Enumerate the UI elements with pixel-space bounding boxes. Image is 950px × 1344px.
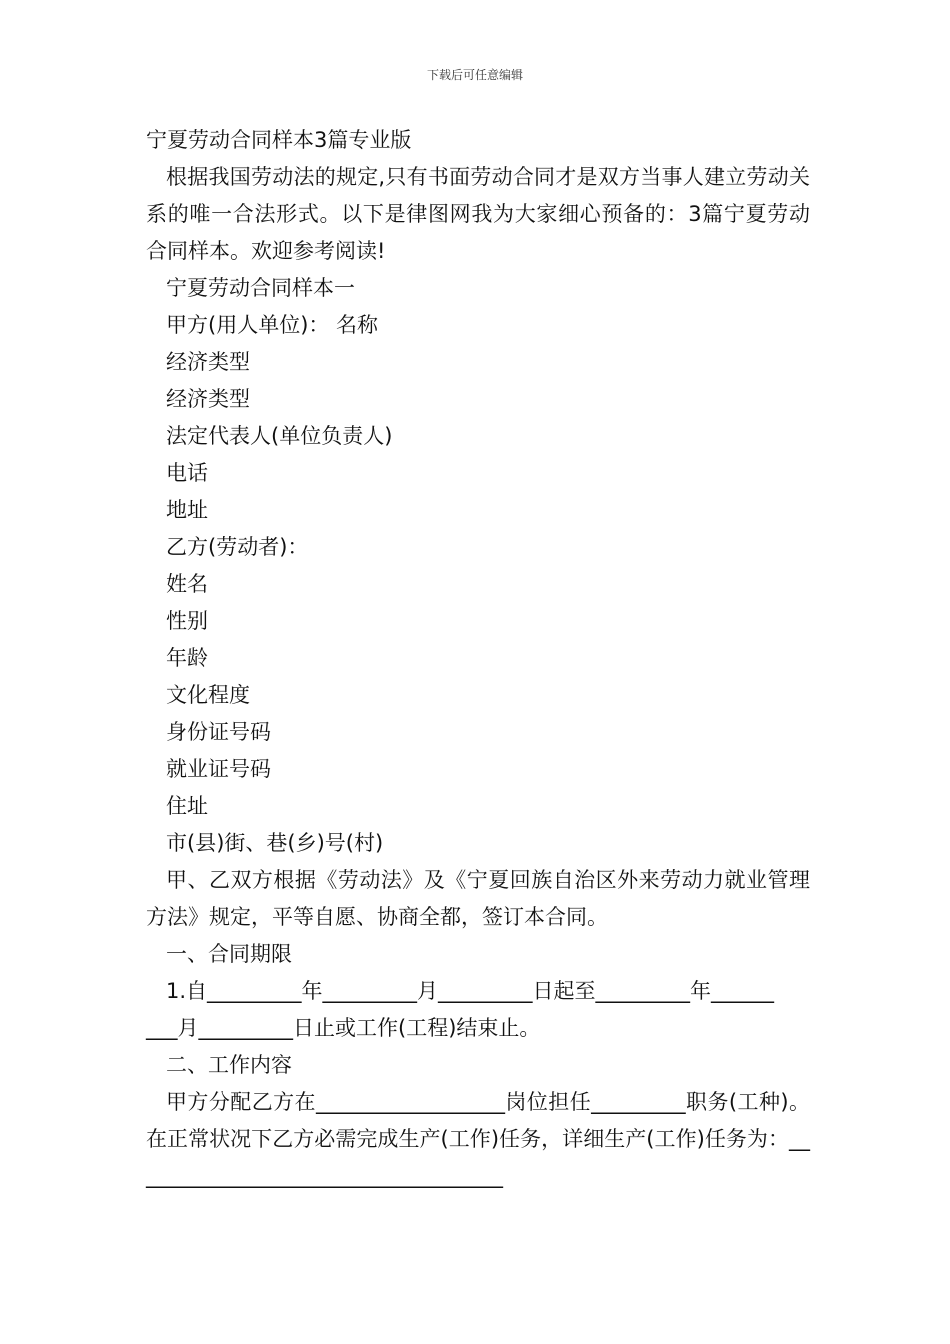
field-age: 年龄 xyxy=(166,646,208,670)
field-residence: 住址 xyxy=(166,794,208,818)
term-line-2: ___月_________日止或工作(工程)结束止。 xyxy=(146,1016,541,1040)
section-title: 宁夏劳动合同样本一 xyxy=(166,276,355,300)
party-b-label: 乙方(劳动者)： xyxy=(166,535,309,559)
intro-paragraph: 根据我国劳动法的规定,只有书面劳动合同才是双方当事人建立劳动关系的唯一合法形式。以下是律图网我为大家细心预备的：3篇宁夏劳动合同样本。欢迎参考阅读! xyxy=(146,165,810,263)
field-education: 文化程度 xyxy=(166,683,250,707)
field-economic-type-repeat: 经济类型 xyxy=(166,387,250,411)
document-body xyxy=(146,122,810,1195)
party-a-label: 甲方(用人单位)： 名称 xyxy=(166,313,379,337)
section-2-title: 二、工作内容 xyxy=(166,1053,292,1077)
document-title: 宁夏劳动合同样本3篇专业版 xyxy=(146,128,412,152)
field-residence-detail: 市(县)街、巷(乡)号(村) xyxy=(166,831,384,855)
field-gender: 性别 xyxy=(166,609,208,633)
page-header-note: 下载后可任意编辑 xyxy=(426,68,523,82)
work-paragraph: 甲方分配乙方在__________________岗位担任_________职务(工种)。在正常状况下乙方必需完成生产(工作)任务，详细生产(工作)任务为：____________________________________ xyxy=(146,1090,810,1188)
field-id-number: 身份证号码 xyxy=(166,720,271,744)
section-1-title: 一、合同期限 xyxy=(166,942,292,966)
field-legal-representative: 法定代表人(单位负责人) xyxy=(166,424,393,448)
term-line-1: 1.自_________年_________月_________日起至_________年______ xyxy=(166,979,775,1003)
field-phone: 电话 xyxy=(166,461,208,485)
field-address: 地址 xyxy=(166,498,208,522)
field-employment-cert: 就业证号码 xyxy=(166,757,271,781)
agreement-paragraph: 甲、乙双方根据《劳动法》及《宁夏回族自治区外来劳动力就业管理方法》规定，平等自愿、协商全都，签订本合同。 xyxy=(146,868,810,929)
field-name: 姓名 xyxy=(166,572,208,596)
field-economic-type: 经济类型 xyxy=(166,350,250,374)
